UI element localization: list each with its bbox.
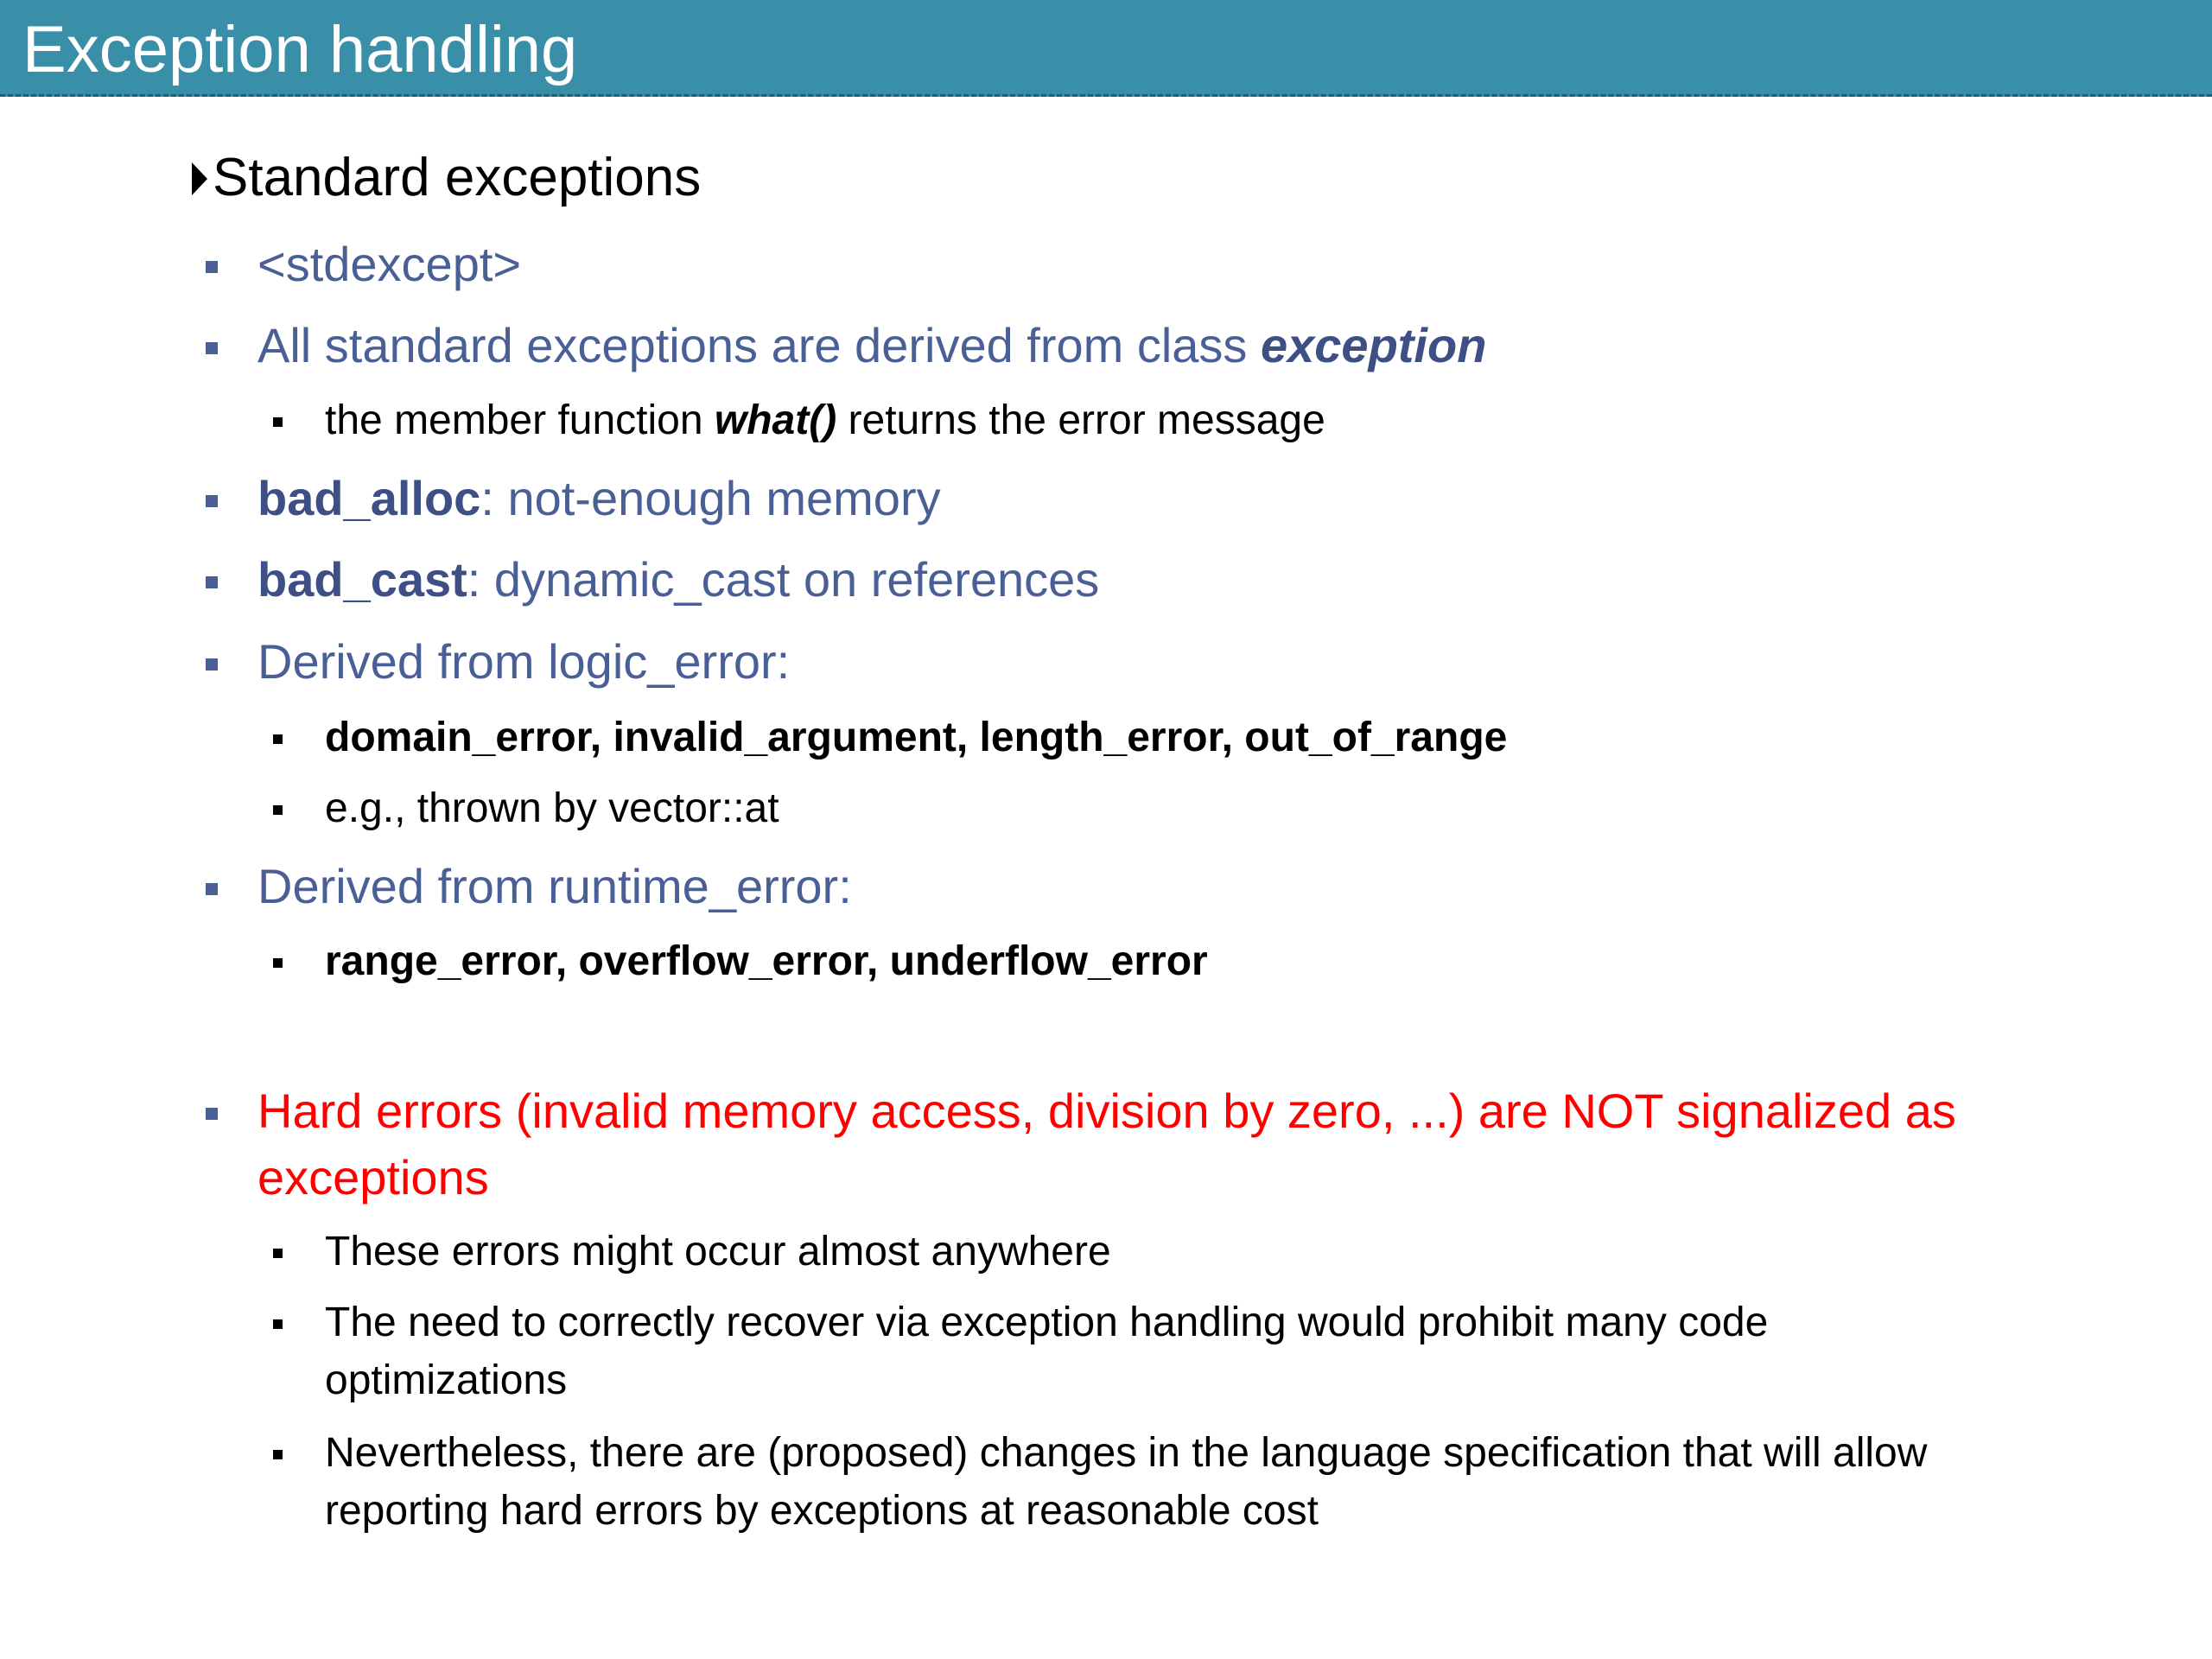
bullet-text: optimizations bbox=[325, 1357, 568, 1403]
bullet-proposed-cont bbox=[325, 1483, 1319, 1540]
section-heading-text: Standard exceptions bbox=[213, 148, 702, 207]
bullet-recover-cont bbox=[325, 1352, 567, 1409]
bullet-logic-list bbox=[325, 709, 1507, 766]
bullet-proposed bbox=[325, 1425, 1927, 1482]
bullet-text: <stdexcept> bbox=[257, 237, 522, 291]
bullet-recover bbox=[325, 1294, 1768, 1351]
exception-class-name: exception bbox=[1261, 318, 1487, 372]
square-bullet-icon bbox=[273, 1450, 283, 1459]
square-bullet-icon bbox=[206, 883, 218, 895]
bullet-logic-example bbox=[325, 780, 779, 837]
bullet-text: reporting hard errors by exceptions at reasonable cost bbox=[325, 1488, 1319, 1534]
bullet-all-derived bbox=[257, 315, 1486, 376]
square-bullet-icon bbox=[273, 734, 283, 744]
square-bullet-icon bbox=[273, 417, 283, 427]
section-heading bbox=[192, 145, 701, 211]
slide-title: Exception handling bbox=[22, 13, 578, 86]
bullet-text: domain_error, invalid_argument, length_error, out_of_range bbox=[325, 715, 1508, 760]
bullet-text: Hard errors (invalid memory access, division by zero, ...) are NOT signalized as bbox=[257, 1084, 1956, 1138]
bullet-runtime-error bbox=[257, 856, 852, 917]
square-bullet-icon bbox=[273, 805, 283, 815]
bullet-bad-alloc bbox=[257, 468, 941, 529]
bullet-text: the member function bbox=[325, 397, 715, 443]
bad-alloc-name: bad_alloc bbox=[257, 471, 481, 525]
bullet-text: : not-enough memory bbox=[480, 471, 941, 525]
square-bullet-icon bbox=[206, 342, 218, 354]
bullet-text: Nevertheless, there are (proposed) changes in the language specification that will allow bbox=[325, 1430, 1928, 1476]
bullet-text: returns the error message bbox=[836, 397, 1325, 443]
bullet-text: : dynamic_cast on references bbox=[467, 552, 1100, 607]
bullet-text: The need to correctly recover via exception handling would prohibit many code bbox=[325, 1300, 1769, 1345]
bullet-bad-cast bbox=[257, 550, 1099, 610]
square-bullet-icon bbox=[273, 1249, 283, 1258]
bullet-anywhere bbox=[325, 1224, 1111, 1281]
bullet-hard-errors-cont bbox=[257, 1147, 489, 1208]
what-function-name: what() bbox=[714, 397, 837, 443]
bullet-runtime-list bbox=[325, 933, 1208, 990]
bad-cast-name: bad_cast bbox=[257, 552, 467, 607]
bullet-hard-errors bbox=[257, 1081, 1956, 1141]
bullet-text: exceptions bbox=[257, 1150, 489, 1205]
square-bullet-icon bbox=[206, 658, 218, 671]
bullet-text: Derived from runtime_error: bbox=[257, 859, 852, 913]
title-bar bbox=[0, 0, 2212, 97]
square-bullet-icon bbox=[206, 261, 218, 273]
square-bullet-icon bbox=[206, 1108, 218, 1120]
square-bullet-icon bbox=[273, 958, 283, 968]
bullet-text: Derived from logic_error: bbox=[257, 634, 791, 689]
bullet-stdexcept bbox=[257, 234, 521, 295]
bullet-text: All standard exceptions are derived from class bbox=[257, 318, 1261, 372]
bullet-logic-error bbox=[257, 632, 790, 692]
square-bullet-icon bbox=[273, 1319, 283, 1329]
square-bullet-icon bbox=[206, 495, 218, 507]
bullet-what bbox=[325, 392, 1325, 449]
bullet-text: range_error, overflow_error, underflow_error bbox=[325, 938, 1208, 984]
triangle-bullet-icon bbox=[192, 162, 207, 195]
square-bullet-icon bbox=[206, 576, 218, 588]
bullet-text: e.g., thrown by vector::at bbox=[325, 785, 779, 831]
bullet-text: These errors might occur almost anywhere bbox=[325, 1229, 1111, 1274]
